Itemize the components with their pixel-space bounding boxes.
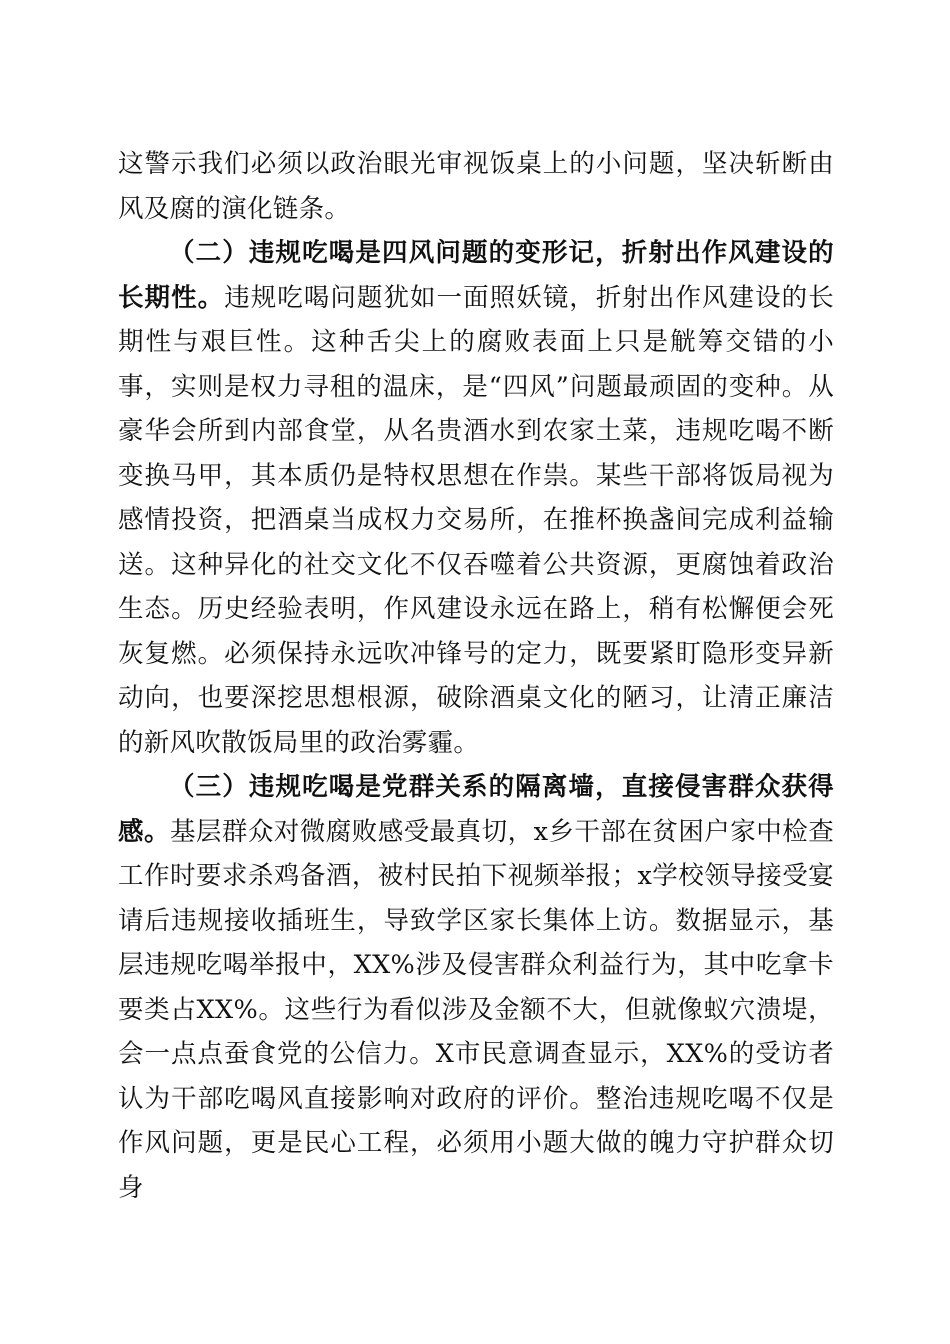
- paragraph-continuation: [118, 142, 834, 231]
- section-2-text: 违规吃喝问题犹如一面照妖镜，折射出作风建设的长期性与艰巨性。这种舌尖上的腐败表面上只是觥筹交错的小事，实则是权力寻租的温床，是“四风”问题最顽固的变种。从豪华会所到内部食堂，从名贵酒水到农家土菜，违规吃喝不断变换马甲，其本质仍是特权思想在作祟。某些干部将饭局视为感情投资，把酒桌当成权力交易所，在推杯换盏间完成利益输送。这种异化的社交文化不仅吞噬着公共资源，更腐蚀着政治生态。历史经验表明，作风建设永远在路上，稍有松懈便会死灰复燃。必须保持永远吹冲锋号的定力，既要紧盯隐形变异新动向，也要深挖思想根源，破除酒桌文化的陋习，让清正廉洁的新风吹散饭局里的政治雾霾。: [118, 282, 834, 758]
- paragraph-section-3: [118, 765, 834, 1210]
- section-2-heading: （二）违规吃喝是四风问题的变形记，折射出作风建设的长期性。: [118, 238, 834, 313]
- section-3-text: 基层群众对微腐败感受最真切，x乡干部在贫困户家中检查工作时要求杀鸡备酒，被村民拍下视频举报；x学校领导接受宴请后违规接收插班生，导致学区家长集体上访。数据显示，基层违规吃喝举报中，XX%涉及侵害群众利益行为，其中吃拿卡要类占XX%。这些行为看似涉及金额不大，但就像蚁穴溃堤，会一点点蚕食党的公信力。X市民意调查显示，XX%的受访者认为干部吃喝风直接影响对政府的评价。整治违规吃喝不仅是作风问题，更是民心工程，必须用小题大做的魄力守护群众切身: [118, 816, 834, 1203]
- document-page: [118, 142, 834, 1210]
- paragraph-section-2: [118, 231, 834, 765]
- paragraph-1-text: 这警示我们必须以政治眼光审视饭桌上的小问题，坚决斩断由风及腐的演化链条。: [118, 149, 834, 224]
- section-3-heading: （三）违规吃喝是党群关系的隔离墙，直接侵害群众获得感。: [118, 772, 834, 847]
